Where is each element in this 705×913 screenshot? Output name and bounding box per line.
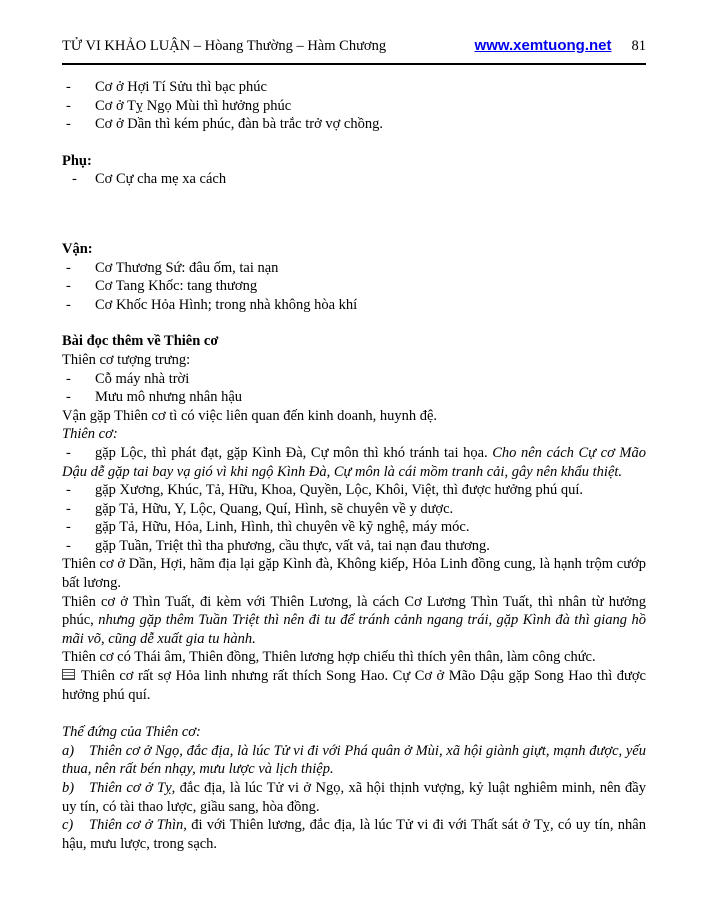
list-item — [62, 500, 646, 519]
list-item — [62, 444, 646, 481]
paragraph: Thiên cơ tượng trưng: — [62, 351, 191, 368]
item-marker: c) — [62, 817, 74, 834]
page-number: 81 — [631, 38, 646, 54]
dash-bullet: - — [66, 296, 71, 313]
ordered-item — [62, 779, 646, 816]
dash-bullet: - — [66, 370, 71, 387]
book-title: TỬ VI KHẢO LUẬN – Hòang Thường – Hàm Chương — [62, 38, 387, 54]
list-item — [62, 170, 646, 189]
paragraph-text: Thiên cơ rất sợ Hỏa linh nhưng rất thích Song Hao. Cự Cơ ở Mão Dậu gặp Song Hao thì được hưởng phú quí. — [62, 668, 646, 703]
list-item-text: gặp Xương, Khúc, Tả, Hữu, Khoa, Quyền, Lộc, Khôi, Việt, thì được hưởng phú quí. — [95, 482, 583, 499]
paragraph: Thiên cơ có Thái âm, Thiên đồng, Thiên lương hợp chiếu thì thích yên thân, làm công chức. — [62, 649, 596, 666]
item-lead-italic: Thiên cơ ở Ngọ, đắc địa, là lúc Tử vi đi với Phá quân ở Mùi, xã hội giành giựt, mạnh được, yếu thua, nên rất bén nhạy, mưu lược và lịch thiệp. — [62, 742, 646, 778]
subsection-label: Thiên cơ: — [62, 426, 118, 443]
list-item-text: Cơ ở Hợi Tí Sửu thì bạc phúc — [95, 79, 267, 95]
list-item — [62, 388, 646, 407]
dash-bullet: - — [66, 519, 71, 536]
list-item-text: Cỗ máy nhà trời — [95, 370, 190, 387]
list-item-text: gặp Tả, Hữu, Y, Lộc, Quang, Quí, Hình, sẽ chuyên về y dược. — [95, 500, 454, 517]
dash-bullet: - — [66, 482, 71, 499]
list-item — [62, 97, 646, 116]
paragraph-text: Thiên cơ ở Thìn Tuất, đi kèm với Thiên Lương, là cách Cơ Lương Thìn Tuất, thì nhân từ hưởng phúc, — [62, 593, 646, 629]
item-lead-italic: Thiên cơ ở Tỵ, — [89, 780, 176, 796]
section-heading-reading: Bài đọc thêm về Thiên cơ — [62, 333, 219, 350]
item-rest: đắc địa, là lúc Tử vi ở Ngọ, xã hội thịnh vượng, kỷ luật nghiêm minh, nên đầy uy tín, có tài thao lược, giầu sang, hòa đồng. — [62, 780, 646, 815]
list-item-text: Cơ Khốc Hỏa Hình; trong nhà không hòa khí — [95, 296, 358, 313]
dash-bullet: - — [66, 444, 71, 461]
dash-bullet: - — [66, 389, 71, 406]
paragraph — [62, 593, 646, 649]
list-item — [62, 537, 646, 556]
dash-bullet: - — [66, 278, 71, 295]
website-link[interactable]: www.xemtuong.net — [474, 37, 612, 54]
list-item — [62, 518, 646, 537]
section-heading-phu: Phụ: — [62, 152, 92, 169]
note-icon — [62, 669, 75, 680]
item-marker: b) — [62, 780, 75, 796]
dash-bullet: - — [66, 79, 71, 95]
list-item — [62, 277, 646, 296]
paragraph — [62, 667, 646, 704]
dash-bullet: - — [66, 116, 71, 133]
list-item-text: Cơ ở Dần thì kém phúc, đàn bà trắc trở vợ chồng. — [95, 116, 383, 133]
section-heading-van: Vận: — [62, 240, 93, 257]
dash-bullet: - — [66, 97, 71, 114]
list-item-text: Cơ Cự cha mẹ xa cách — [95, 171, 227, 188]
list-item-text: gặp Tả, Hữu, Hỏa, Linh, Hình, thì chuyên về kỹ nghệ, máy móc. — [95, 519, 470, 536]
list-item-text: gặp Lộc, thì phát đạt, gặp Kình Đà, Cự môn thì khó tránh tai họa. — [95, 444, 493, 461]
list-item — [62, 259, 646, 278]
item-rest: đi với Thiên lương, đắc địa, là lúc Tử vi đi với Thất sát ở Tỵ, có uy tín, nhân hậu, mưu lược, trong sạch. — [62, 817, 646, 852]
list-item — [62, 481, 646, 500]
item-marker: a) — [62, 742, 75, 759]
paragraph-text-italic: nhưng gặp thêm Tuần Triệt thì nên đi tu để tránh cảnh ngang trái, gặp Kình đà thì giang hồ mãi võ, cũng dễ xuất gia tu hành. — [62, 612, 646, 647]
list-item — [62, 370, 646, 389]
dash-bullet: - — [66, 500, 71, 517]
subsection-label-the-dung: Thế đứng của Thiên cơ: — [62, 724, 201, 741]
list-item-text: Mưu mô nhưng nhân hậu — [95, 389, 243, 406]
paragraph: Thiên cơ ở Dần, Hợi, hãm địa lại gặp Kình đà, Không kiếp, Hỏa Linh đồng cung, là hạnh trộm cướp bất lương. — [62, 556, 646, 592]
ordered-item — [62, 816, 646, 853]
header-rule — [62, 63, 646, 65]
item-lead-italic: Thiên cơ ở Thìn, — [89, 817, 187, 834]
list-item — [62, 296, 646, 315]
list-item-text: Cơ Tang Khốc: tang thương — [95, 278, 258, 295]
list-item — [62, 115, 646, 134]
list-item-text: Cơ Thương Sứ: đâu ốm, tai nạn — [95, 259, 279, 276]
list-item-text-italic: Cho nên cách Cự cơ Mão Dậu dễ gặp tai bay vạ gió vì khi ngộ Kình Đà, Cự môn là cái mồm tranh cải, gây nên khẩu thiệt. — [62, 444, 646, 480]
list-item — [62, 78, 646, 97]
paragraph: Vận gặp Thiên cơ tì có việc liên quan đến kinh doanh, huynh đệ. — [62, 407, 438, 424]
dash-bullet: - — [72, 171, 77, 188]
list-item-text: Cơ ở Tỵ Ngọ Mùi thì hưởng phúc — [95, 97, 292, 114]
ordered-item — [62, 742, 646, 779]
list-item-text: gặp Tuần, Triệt thì tha phương, cầu thực, vất vả, tai nạn đau thương. — [95, 537, 490, 554]
dash-bullet: - — [66, 537, 71, 554]
page-header — [62, 36, 646, 56]
dash-bullet: - — [66, 259, 71, 276]
